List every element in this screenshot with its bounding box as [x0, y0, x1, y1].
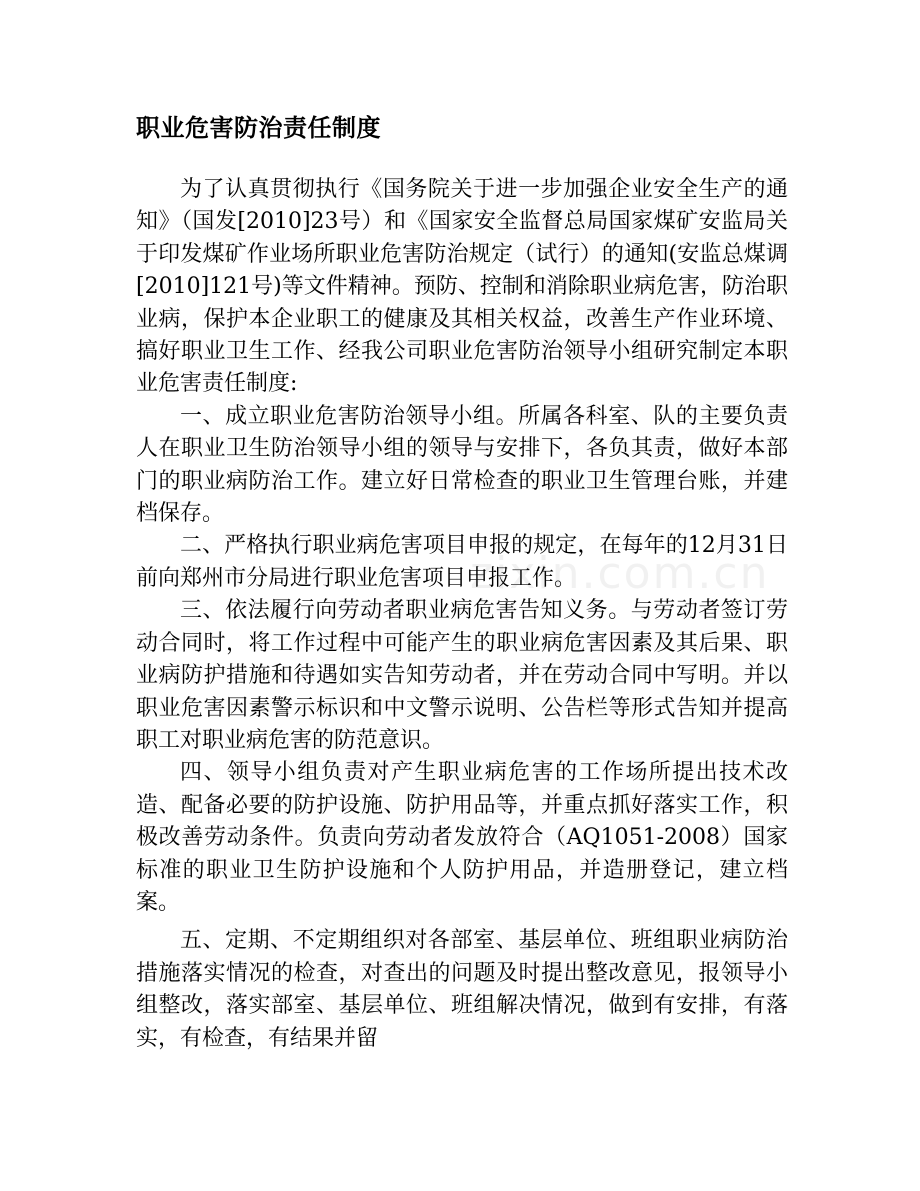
document-body: [136, 174, 788, 1055]
watermark: zixin.com.cn: [470, 548, 770, 599]
clause-3-paragraph: 三、依法履行向劳动者职业病危害告知义务。与劳动者签订劳动合同时，将工作过程中可能产生的职业病危害因素及其后果、职业病防护措施和待遇如实告知劳动者，并在劳动合同中写明。并以职业危害因素警示标识和中文警示说明、公告栏等形式告知并提高职工对职业病危害的防范意识。: [136, 598, 788, 753]
intro-paragraph: 为了认真贯彻执行《国务院关于进一步加强企业安全生产的通知》（国发[2010]23号）和《国家安全监督总局国家煤矿安监局关于印发煤矿作业场所职业危害防治规定（试行）的通知(安监总煤调[2010]121号)等文件精神。预防、控制和消除职业病危害，防治职业病，保护本企业职工的健康及其相关权益，改善生产作业环境、搞好职业卫生工作、经我公司职业危害防治领导小组研究制定本职业危害责任制度:: [136, 177, 788, 397]
clause-4-paragraph: 四、领导小组负责对产生职业病危害的工作场所提出技术改造、配备必要的防护设施、防护用品等，并重点抓好落实工作，积极改善劳动条件。负责向劳动者发放符合（AQ1051-2008）国家标准的职业卫生防护设施和个人防护用品，并造册登记，建立档案。: [136, 760, 788, 915]
clause-2-paragraph: 二、严格执行职业病危害项目申报的规定，在每年的12月31日前向郑州市分局进行职业危害项目申报工作。: [136, 533, 788, 591]
clause-5-paragraph: 五、定期、不定期组织对各部室、基层单位、班组职业病防治措施落实情况的检查，对查出的问题及时提出整改意见，报领导小组整改，落实部室、基层单位、班组解决情况，做到有安排，有落实，有检查，有结果并留: [136, 928, 788, 1051]
document-title: 职业危害防治责任制度: [136, 114, 381, 142]
clause-1-paragraph: 一、成立职业危害防治领导小组。所属各科室、队的主要负责人在职业卫生防治领导小组的领导与安排下，各负其责，做好本部门的职业病防治工作。建立好日常检查的职业卫生管理台账，并建档保存。: [136, 403, 788, 527]
